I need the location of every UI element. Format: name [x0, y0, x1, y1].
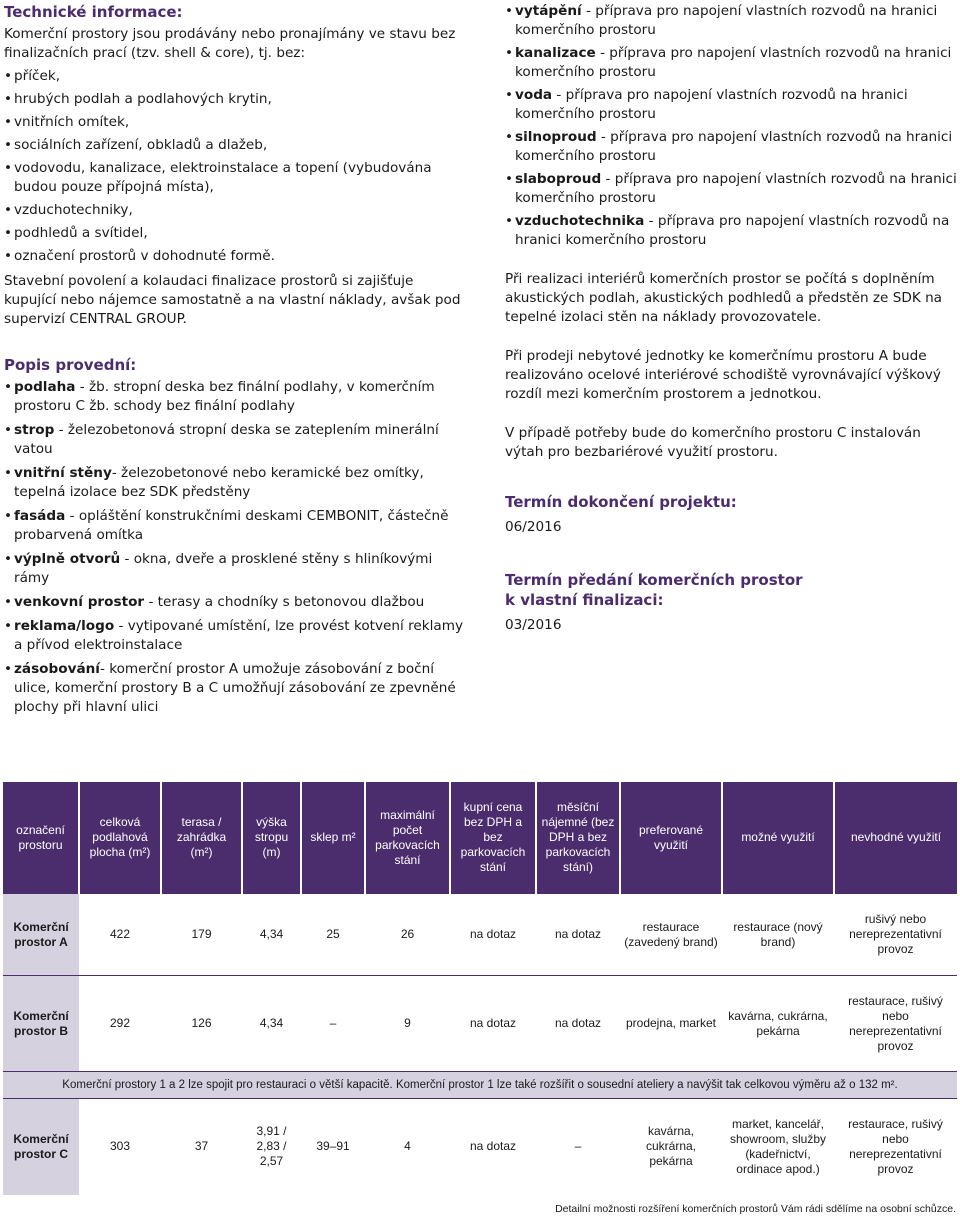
list-item: • vodovodu, kanalizace, elektroinstalace a topení (vybudována budou pouze přípojná místa), [4, 159, 466, 197]
list-item: • vnitřních omítek, [4, 113, 466, 132]
elevator-paragraph: V případě potřeby bude do komerčního prostoru C instalován výtah pro bezbariérové využití prostoru. [505, 425, 921, 460]
table-cell: 4,34 [242, 976, 301, 1072]
list-item: • silnoproud - příprava pro napojení vlastních rozvodů na hranici komerčního prostoru [505, 128, 957, 166]
table-cell: 25 [301, 894, 365, 976]
table-cell: 39–91 [301, 1099, 365, 1195]
column-header: celková podlahová plocha (m²) [79, 782, 161, 894]
table-cell: 422 [79, 894, 161, 976]
column-header: kupní cena bez DPH a bez parkovacích stání [450, 782, 536, 894]
table-cell: rušivý nebo nereprezentativní provoz [834, 894, 957, 976]
table-cell: 126 [161, 976, 242, 1072]
table-cell: 292 [79, 976, 161, 1072]
table-cell: 9 [365, 976, 450, 1072]
description-heading: Popis provední: [4, 356, 137, 374]
column-header: označení prostoru [3, 782, 79, 894]
list-item: • vzduchotechniky, [4, 201, 466, 220]
description-list [4, 378, 466, 717]
column-header: terasa / zahrádka (m²) [161, 782, 242, 894]
list-item: • zásobování- komerční prostor A umožuje zásobování z boční ulice, komerční prostory B a C umožňují zásobování ze zpevněné plochy při hlavní ulici [4, 660, 466, 717]
table-note: Komerční prostory 1 a 2 lze spojit pro restauraci o větší kapacitě. Komerční prostor 1 lze také rozšířit o sousední ateliery a navýšit tak celkovou výměru až o 132 m². [3, 1072, 957, 1099]
tech-info-heading: Technické informace: [4, 3, 183, 21]
table-cell: 179 [161, 894, 242, 976]
table-row [3, 1099, 957, 1195]
left-column [4, 0, 466, 717]
list-item: • reklama/logo - vytipované umístění, lze provést kotvení reklamy a přívod elektroinstalace [4, 617, 466, 655]
tech-info-list [4, 67, 466, 266]
list-item: • vnitřní stěny- železobetonové nebo keramické bez omítky, tepelná izolace bez SDK předstěny [4, 464, 466, 502]
list-item: • fasáda - opláštění konstrukčními deskami CEMBONIT, částečně probarvená omítka [4, 507, 466, 545]
row-header: Komerční prostor B [3, 976, 79, 1072]
handover-heading: Termín předání komerčních prostor k vlastní finalizaci: [505, 571, 803, 609]
column-header: výška stropu (m) [242, 782, 301, 894]
table-note-row [3, 1072, 957, 1099]
column-header: možné využití [722, 782, 834, 894]
list-item: • sociálních zařízení, obkladů a dlažeb, [4, 136, 466, 155]
premises-table [3, 782, 957, 1195]
list-item: • podlaha - žb. stropní deska bez finální podlahy, v komerčním prostoru C žb. schody bez finální podlahy [4, 378, 466, 416]
list-item: • označení prostorů v dohodnuté formě. [4, 247, 466, 266]
table-cell: na dotaz [536, 894, 620, 976]
table-cell: prodejna, market [620, 976, 722, 1072]
list-item: • slaboproud - příprava pro napojení vlastních rozvodů na hranici komerčního prostoru [505, 170, 957, 208]
footnote: Detailní možnosti rozšíření komerčních prostorů Vám rádi sdělíme na osobní schůzce. [555, 1203, 956, 1215]
table-cell: 4,34 [242, 894, 301, 976]
list-item: • vytápění - příprava pro napojení vlastních rozvodů na hranici komerčního prostoru [505, 2, 957, 40]
list-item: • voda - příprava pro napojení vlastních rozvodů na hranici komerčního prostoru [505, 86, 957, 124]
utilities-list [505, 2, 957, 250]
table-cell: 303 [79, 1099, 161, 1195]
deadline-heading: Termín dokončení projektu: [505, 493, 737, 511]
table-cell: na dotaz [536, 976, 620, 1072]
row-header: Komerční prostor A [3, 894, 79, 976]
deadline-value: 06/2016 [505, 519, 562, 535]
table-cell: na dotaz [450, 894, 536, 976]
table-row [3, 976, 957, 1072]
staircase-paragraph: Při prodeji nebytové jednotky ke komerčnímu prostoru A bude realizováno ocelové interiérové schodiště vyrovnávající výškový rozdíl mezi komerčním prostorem a jednotkou. [505, 348, 941, 402]
table-cell: restaurace (zavedený brand) [620, 894, 722, 976]
list-item: • podhledů a svítidel, [4, 224, 466, 243]
column-header: nevhodné využití [834, 782, 957, 894]
row-header: Komerční prostor C [3, 1099, 79, 1195]
column-header: sklep m² [301, 782, 365, 894]
table-cell: – [301, 976, 365, 1072]
table-cell: market, kancelář, showroom, služby (kadeřnictví, ordinace apod.) [722, 1099, 834, 1195]
list-item: • strop - železobetonová stropní deska se zateplením minerální vatou [4, 421, 466, 459]
table-header-row [3, 782, 957, 894]
table-row [3, 894, 957, 976]
column-header: preferované využití [620, 782, 722, 894]
list-item: • kanalizace - příprava pro napojení vlastních rozvodů na hranici komerčního prostoru [505, 44, 957, 82]
list-item: • venkovní prostor - terasy a chodníky s betonovou dlažbou [4, 593, 466, 612]
table-cell: restaurace, rušivý nebo nereprezentativní provoz [834, 1099, 957, 1195]
handover-value: 03/2016 [505, 617, 562, 633]
column-header: maximální počet parkovacích stání [365, 782, 450, 894]
interior-paragraph: Při realizaci interiérů komerčních prostor se počítá s doplněním akustických podlah, akustických podhledů a předstěn ze SDK na tepelné izolaci stěn na náklady provozovatele. [505, 271, 943, 325]
table-cell: 4 [365, 1099, 450, 1195]
table-cell: restaurace, rušivý nebo nereprezentativní provoz [834, 976, 957, 1072]
table-cell: 26 [365, 894, 450, 976]
permit-paragraph: Stavební povolení a kolaudaci finalizace prostorů si zajišťuje kupující nebo nájemce samostatně a na vlastní náklady, avšak pod supervizí CENTRAL GROUP. [4, 273, 461, 327]
table-cell: 3,91 / 2,83 / 2,57 [242, 1099, 301, 1195]
premises-table-wrapper [3, 782, 957, 1195]
table-cell: 37 [161, 1099, 242, 1195]
list-item: • vzduchotechnika - příprava pro napojení vlastních rozvodů na hranici komerčního prostoru [505, 212, 957, 250]
column-header: měsíční nájemné (bez DPH a bez parkovacích stání) [536, 782, 620, 894]
table-cell: kavárna, cukrárna, pekárna [620, 1099, 722, 1195]
table-cell: kavárna, cukrárna, pekárna [722, 976, 834, 1072]
right-column [505, 0, 957, 635]
tech-info-intro: Komerční prostory jsou prodávány nebo pronajímány ve stavu bez finalizačních prací (tzv. shell & core), tj. bez: [4, 26, 456, 61]
table-cell: na dotaz [450, 976, 536, 1072]
table-cell: restaurace (nový brand) [722, 894, 834, 976]
table-cell: na dotaz [450, 1099, 536, 1195]
list-item: • výplně otvorů - okna, dveře a prosklené stěny s hliníkovými rámy [4, 550, 466, 588]
list-item: • hrubých podlah a podlahových krytin, [4, 90, 466, 109]
table-cell: – [536, 1099, 620, 1195]
list-item: • příček, [4, 67, 466, 86]
